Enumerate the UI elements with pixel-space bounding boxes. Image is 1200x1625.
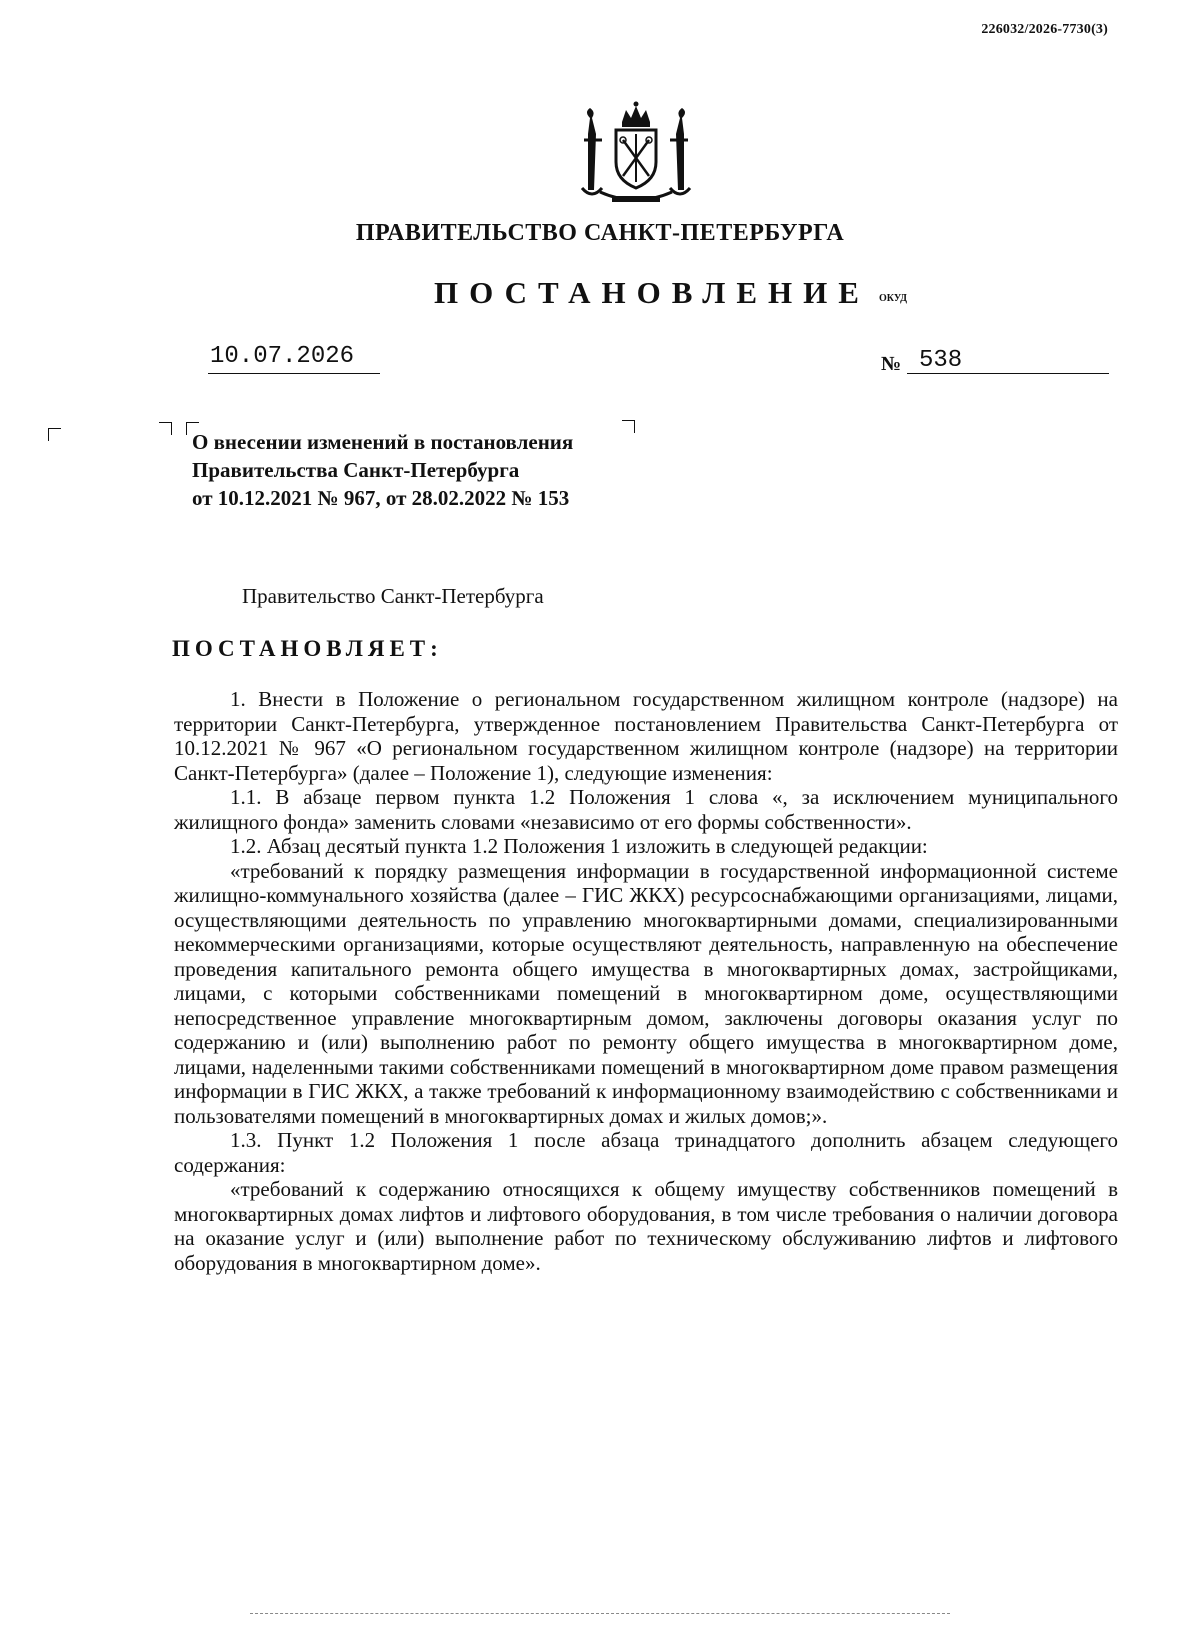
subject-line: О внесении изменений в постановления [192, 430, 574, 454]
footer-rule [250, 1613, 950, 1614]
document-type: ПОСТАНОВЛЕНИЕ [434, 275, 870, 310]
preamble: Правительство Санкт-Петербурга [242, 584, 544, 608]
corner-mark [48, 428, 61, 441]
number-sign: № [881, 353, 902, 375]
registration-number: 226032/2026-7730(3) [981, 22, 1108, 37]
document-subject [192, 428, 652, 512]
subject-line: от 10.12.2021 № 967, от 28.02.2022 № 153 [192, 486, 570, 510]
okud-label: ОКУД [879, 293, 908, 304]
subject-line: Правительства Санкт-Петербурга [192, 458, 520, 482]
corner-mark [159, 422, 172, 435]
date-value: 10.07.2026 [210, 343, 355, 370]
document-date [208, 343, 380, 374]
paragraph: 1.2. Абзац десятый пункта 1.2 Положения 1 изложить в следующей редакции: [230, 834, 928, 858]
document-body [174, 687, 1118, 1275]
number-value: 538 [919, 347, 963, 374]
number-field [907, 347, 1109, 374]
resolves-heading: ПОСТАНОВЛЯЕТ: [172, 636, 443, 661]
paragraph: «требований к порядку размещения информации в государственной информационной системе жилищно-коммунального хозяйства (далее – ГИС ЖКХ) ресурсоснабжающими организациями, лицами, осуществляющими деятельность по управлению многоквартирными домами, специализированными некоммерческими организациями, которые осуществляют деятельность, направленную на обеспечение проведения капитального ремонта общего имущества в многоквартирных домах, застройщиками, лицами, с которыми собственниками помещений в многоквартирном доме, осуществляющими непосредственное управление многоквартирным домом, заключены договоры оказания услуг по содержанию и (или) выполнению работ по ремонту общего имущества в многоквартирном доме, лицами, наделенными такими собственниками помещений в многоквартирном доме правом размещения информации в ГИС ЖКХ, а также требований к информационному взаимодействию с собственниками и пользователями помещений в многоквартирных домах и жилых домов;». [174, 858, 1118, 1128]
paragraph: 1.1. В абзаце первом пункта 1.2 Положения 1 слова «, за исключением муниципального жилищного фонда» заменить словами «независимо от его формы собственности». [174, 785, 1118, 834]
government-title: ПРАВИТЕЛЬСТВО САНКТ-ПЕТЕРБУРГА [355, 220, 845, 246]
paragraph: «требований к содержанию относящихся к общему имуществу собственников помещений в многоквартирных домах лифтов и лифтового оборудования, в том числе требования о наличии договора на оказание услуг и (или) выполнение работ по техническому обслуживанию лифтов и лифтового оборудования в многоквартирном доме». [174, 1177, 1118, 1275]
paragraph: 1. Внести в Положение о региональном государственном жилищном контроле (надзоре) на территории Санкт-Петербурга, утвержденное постановлением Правительства Санкт-Петербурга от 10.12.2021 № 967 «О региональном государственном жилищном контроле (надзоре) на территории Санкт-Петербурга» (далее – Положение 1), следующие изменения: [174, 687, 1118, 785]
coat-of-arms-icon [576, 100, 696, 210]
paragraph: 1.3. Пункт 1.2 Положения 1 после абзаца тринадцатого дополнить абзацем следующего содержания: [174, 1128, 1118, 1177]
